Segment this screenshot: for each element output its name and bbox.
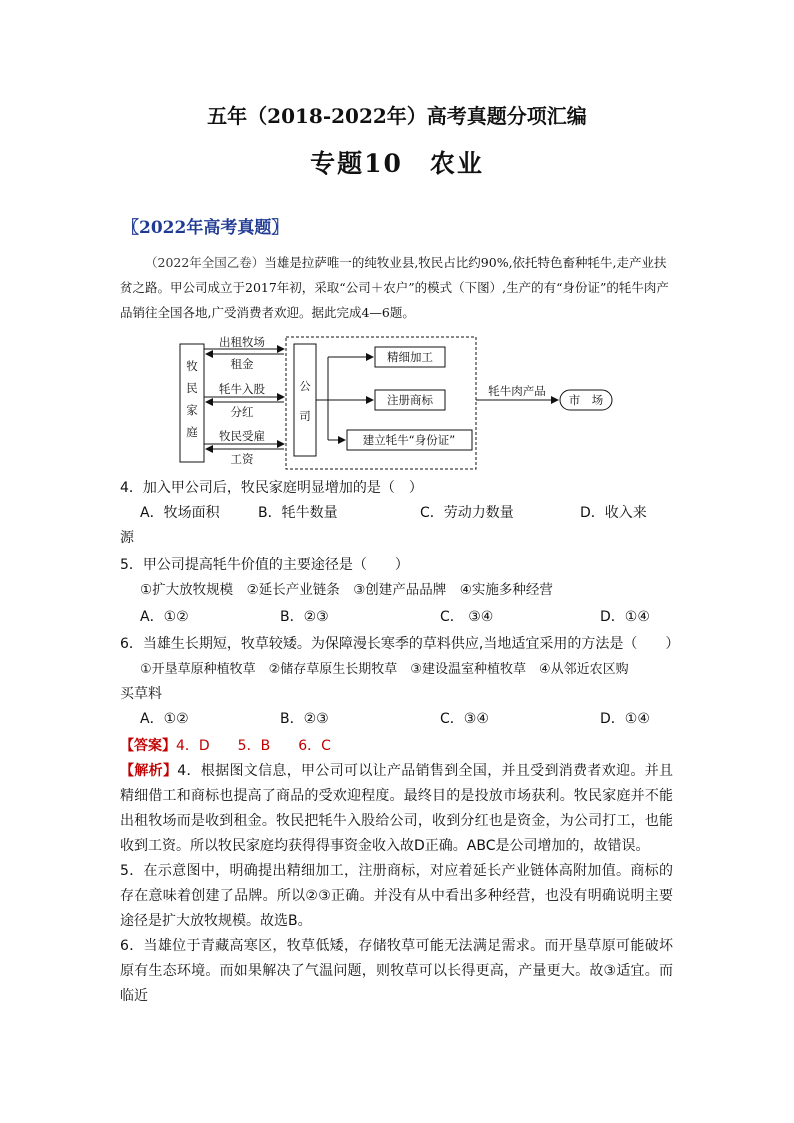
questions-block [120, 476, 680, 1009]
option-c: C． ③④ [440, 609, 494, 625]
herder-char: 家 [186, 403, 198, 417]
answer-label: 【答案】 [120, 738, 176, 754]
question-stem: 5．甲公司提高牦牛价值的主要途径是（ ） [120, 557, 409, 573]
option-d: D．①④ [600, 711, 650, 727]
analysis-label: 【解析】 [120, 763, 178, 779]
flow-label: 工资 [230, 452, 254, 466]
options-row [120, 707, 673, 732]
option-wrap: 源 [120, 530, 134, 546]
herder-char: 民 [186, 381, 198, 395]
option-d: D．①④ [600, 609, 650, 625]
answer-line [120, 734, 673, 759]
company-char: 司 [299, 409, 311, 423]
answer-text: 4．D 5．B 6．C [176, 738, 331, 754]
option-c: C．③④ [440, 711, 489, 727]
company-farmer-diagram [178, 332, 618, 472]
branch-label: 精细加工 [387, 350, 433, 364]
statements: ①开垦草原种植牧草 ②储存草原生长期牧草 ③建设温室种植牧草 ④从邻近农区购 [140, 662, 629, 677]
question-source: （2022年全国乙卷） [145, 255, 265, 270]
option-b: B．②③ [280, 609, 329, 625]
company-container [286, 337, 476, 469]
option-b: B．②③ [280, 711, 329, 727]
branch-label: 注册商标 [387, 393, 433, 407]
option-d: D．收入来 [580, 505, 647, 521]
flow-label: 租金 [230, 357, 254, 371]
question-stem: 6．当雄生长期短，牧草较矮。为保障漫长寒季的草料供应,当地适宜采用的方法是（ ） [120, 636, 680, 652]
company-box [294, 344, 316, 456]
flow-label: 牧民受雇 [219, 429, 265, 443]
herder-char: 庭 [186, 425, 198, 439]
options-row [120, 605, 673, 630]
statements-wrap: 买草料 [120, 686, 162, 702]
section-heading: 〖2022年高考真题〗 [122, 218, 289, 238]
document-title: 五年（2018-2022年）高考真题分项汇编 [207, 104, 587, 128]
statements: ①扩大放牧规模 ②延长产业链条 ③创建产品品牌 ④实施多种经营 [140, 582, 553, 598]
option-a: A．牧场面积 [140, 505, 220, 521]
options-row [120, 501, 673, 526]
option-a: A．①② [140, 609, 189, 625]
herder-char: 牧 [186, 359, 198, 373]
option-b: B．牦牛数量 [258, 505, 338, 521]
analysis-paragraph: 6．当雄位于青藏高寒区，牧草低矮，存储牧草可能无法满足需求。而开垦草原可能破坏原有生态环境。而如果解决了气温问题，则牧草可以长得更高，产量更大。故③适宜。而临近 [120, 938, 673, 1004]
analysis-paragraph [120, 759, 673, 859]
flow-label: 出租牧场 [219, 335, 265, 349]
question-intro [120, 250, 673, 325]
document-subtitle: 专题10 农业 [310, 149, 484, 178]
option-a: A．①② [140, 711, 189, 727]
analysis-text: 4．根据图文信息，甲公司可以让产品销售到全国，并且受到消费者欢迎。并且精细借工和商标也提高了商品的受欢迎程度。最终目的是投放市场获利。牧民家庭并不能出租牧场而是收到租金。牧民把牦牛入股给公司，收到分红也是资金，为公司打工，也能收到工资。所以牧民家庭均获得得事资金收入故D正确。ABC是公司增加的，故错误。 [120, 763, 674, 854]
market-label: 市 场 [568, 393, 604, 407]
flow-label: 分红 [230, 405, 254, 419]
company-char: 公 [299, 379, 311, 393]
intro-text: 当雄是拉萨唯一的纯牧业县,牧民占比约90%,依托特色畜种牦牛,走产业扶贫之路。甲公司成立于2017年初，采取“公司＋农户”的模式（下图）,生产的有“身份证”的牦牛肉产品销往全国各地,广受消费者欢迎。据此完成4—6题。 [120, 255, 669, 320]
flow-label: 牦牛入股 [219, 382, 265, 396]
question-stem: 4．加入甲公司后，牧民家庭明显增加的是（ ） [120, 480, 423, 496]
branch-label: 建立牦牛“身份证” [362, 433, 456, 447]
product-label: 牦牛肉产品 [488, 384, 546, 398]
analysis-paragraph: 5．在示意图中，明确提出精细加工，注册商标，对应着延长产业链体高附加值。商标的存在意味着创建了品牌。所以②③正确。并没有从中看出多种经营，也没有明确说明主要途径是扩大放牧规模。故选B。 [120, 863, 673, 929]
option-c: C．劳动力数量 [420, 505, 514, 521]
